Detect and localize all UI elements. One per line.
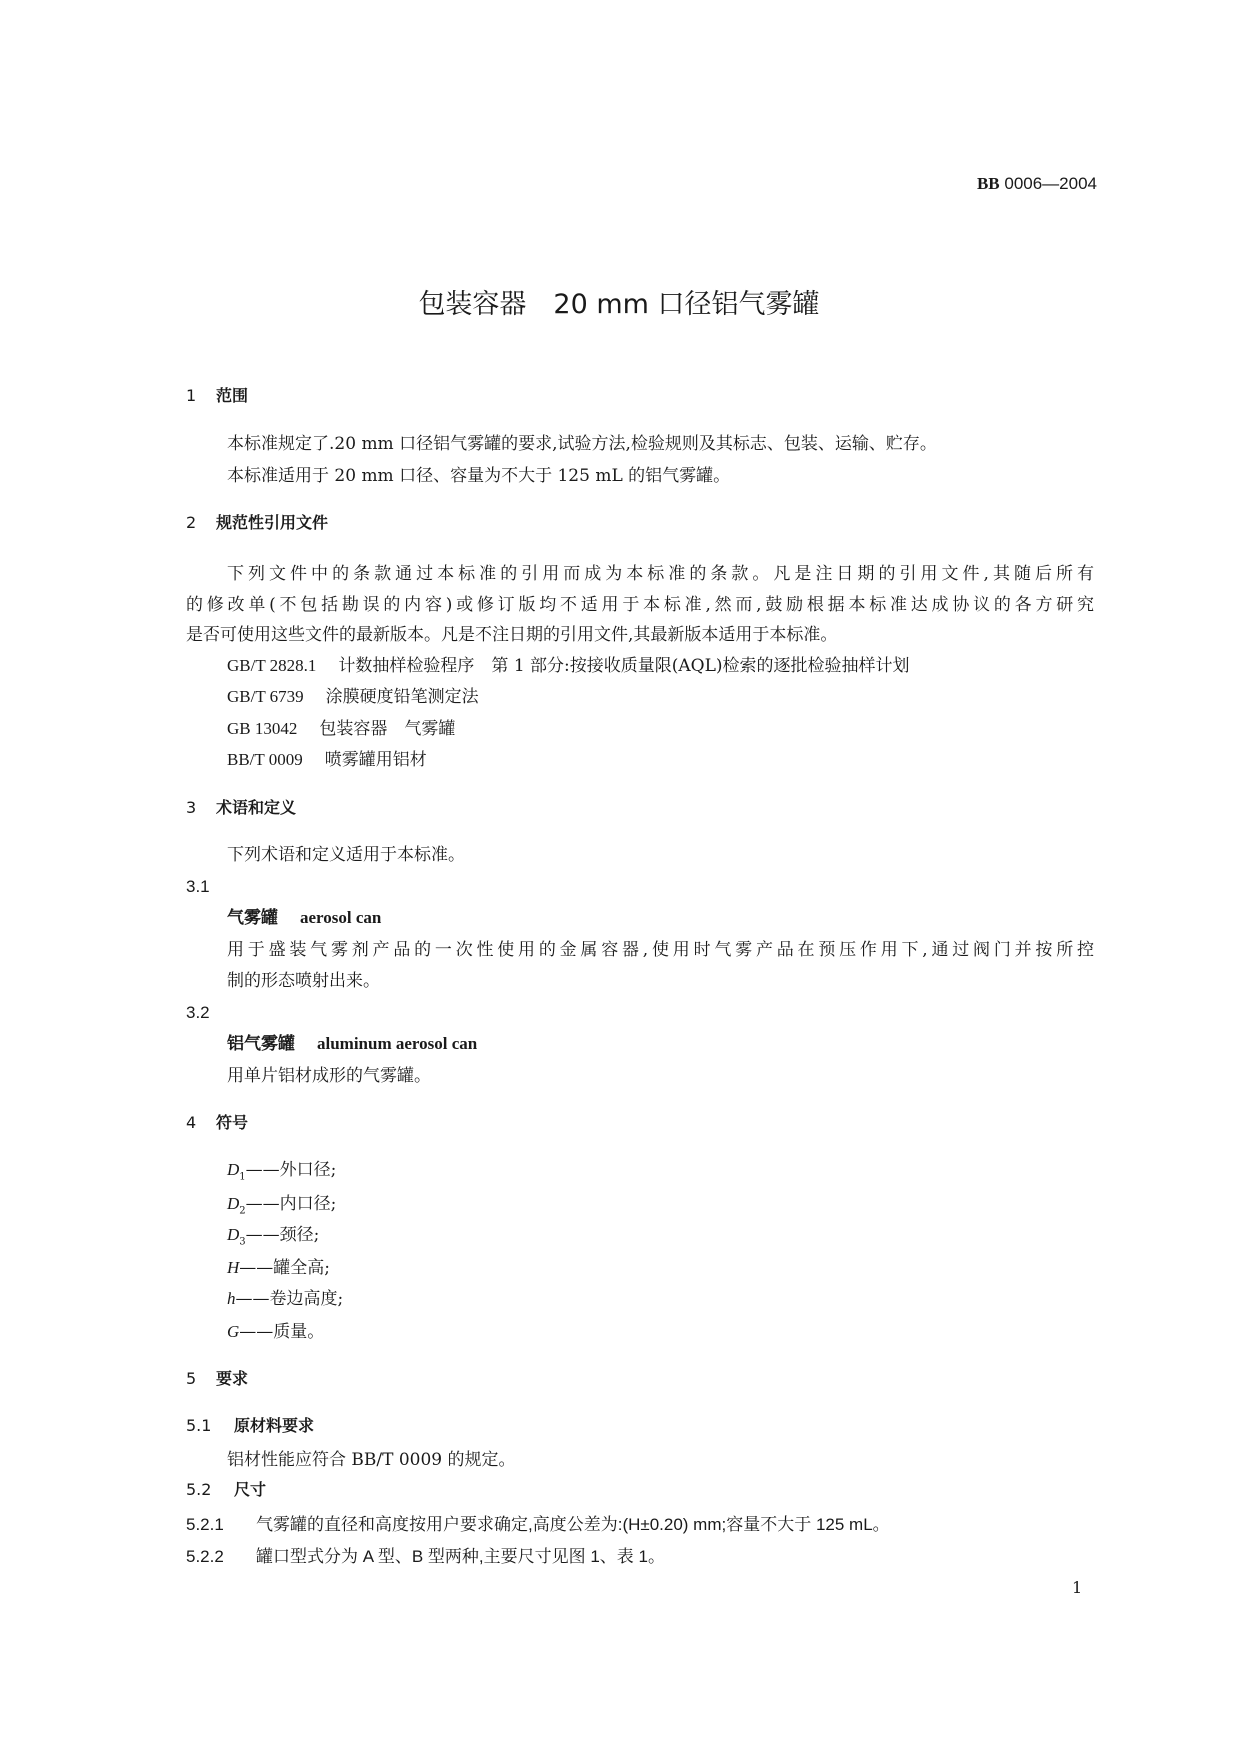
symbol-item: $D_1——$外口径; xyxy=(227,1160,337,1183)
paragraph-line: 是否可使用这些文件的最新版本。凡是不注日期的引用文件,其最新版本适用于本标准。 xyxy=(186,625,838,645)
section-5-1-heading: 5.1 原材料要求 xyxy=(186,1416,315,1435)
reference-item: GB/T 2828.1 计数抽样检验程序 第 1 部分:按接收质量限(AQL)检索的逐批检验抽样计划 xyxy=(227,656,910,676)
section-3-heading: 3 术语和定义 xyxy=(186,798,297,817)
symbol-item: $D_2——$内口径; xyxy=(227,1194,337,1217)
paragraph-line: 用单片铝材成形的气雾罐。 xyxy=(227,1066,431,1086)
paragraph-line: 下列术语和定义适用于本标准。 xyxy=(227,845,465,865)
paragraph-line: 下列文件中的条款通过本标准的引用而成为本标准的条款。凡是注日期的引用文件,其随后所有 xyxy=(227,564,1094,584)
reference-item: GB/T 6739 涂膜硬度铅笔测定法 xyxy=(227,687,479,707)
paragraph-line: 本标准适用于 20 mm 口径、容量为不大于 125 mL 的铝气雾罐。 xyxy=(227,466,731,486)
section-5-heading: 5 要求 xyxy=(186,1369,249,1388)
symbol-item: h——卷边高度; xyxy=(227,1289,344,1309)
section-2-heading: 2 规范性引用文件 xyxy=(186,513,329,532)
section-1-heading: 1 范围 xyxy=(186,386,249,405)
paragraph-line: 本标准规定了.20 mm 口径铝气雾罐的要求,试验方法,检验规则及其标志、包装、运输、贮存。 xyxy=(227,434,937,454)
paragraph-line: 的修改单(不包括勘误的内容)或修订版均不适用于本标准,然而,鼓励根据本标准达成协议的各方研究 xyxy=(186,595,1094,615)
page-title: 包装容器 20 mm 口径铝气雾罐 xyxy=(418,289,820,320)
paragraph-line: 用于盛装气雾剂产品的一次性使用的金属容器,使用时气雾产品在预压作用下,通过阀门并按所控 xyxy=(227,940,1094,960)
symbol-item: G——质量。 xyxy=(227,1322,325,1342)
section-5-2-heading: 5.2 尺寸 xyxy=(186,1480,267,1499)
paragraph-line: 铝材性能应符合 BB/T 0009 的规定。 xyxy=(227,1450,516,1470)
paragraph-line: 制的形态喷射出来。 xyxy=(227,971,380,991)
clause-5-2-2: 5.2.2 罐口型式分为 A 型、B 型两种,主要尺寸见图 1、表 1。 xyxy=(186,1547,665,1566)
term-heading: 铝气雾罐 aluminum aerosol can xyxy=(227,1034,478,1054)
reference-item: GB 13042 包装容器 气雾罐 xyxy=(227,719,456,739)
term-number: 3.1 xyxy=(186,877,210,896)
reference-item: BB/T 0009 喷雾罐用铝材 xyxy=(227,750,427,770)
term-heading: 气雾罐 aerosol can xyxy=(227,908,382,928)
section-4-heading: 4 符号 xyxy=(186,1113,249,1132)
clause-5-2-1: 5.2.1 气雾罐的直径和高度按用户要求确定,高度公差为:(H±0.20) mm;容量不大于 125 mL。 xyxy=(186,1515,890,1534)
symbol-item: H——罐全高; xyxy=(227,1258,331,1278)
term-number: 3.2 xyxy=(186,1003,210,1022)
document-code: BB 0006—2004 xyxy=(976,174,1097,193)
symbol-item: $D_3——$颈径; xyxy=(227,1225,320,1248)
page-number: 1 xyxy=(1072,1578,1083,1597)
